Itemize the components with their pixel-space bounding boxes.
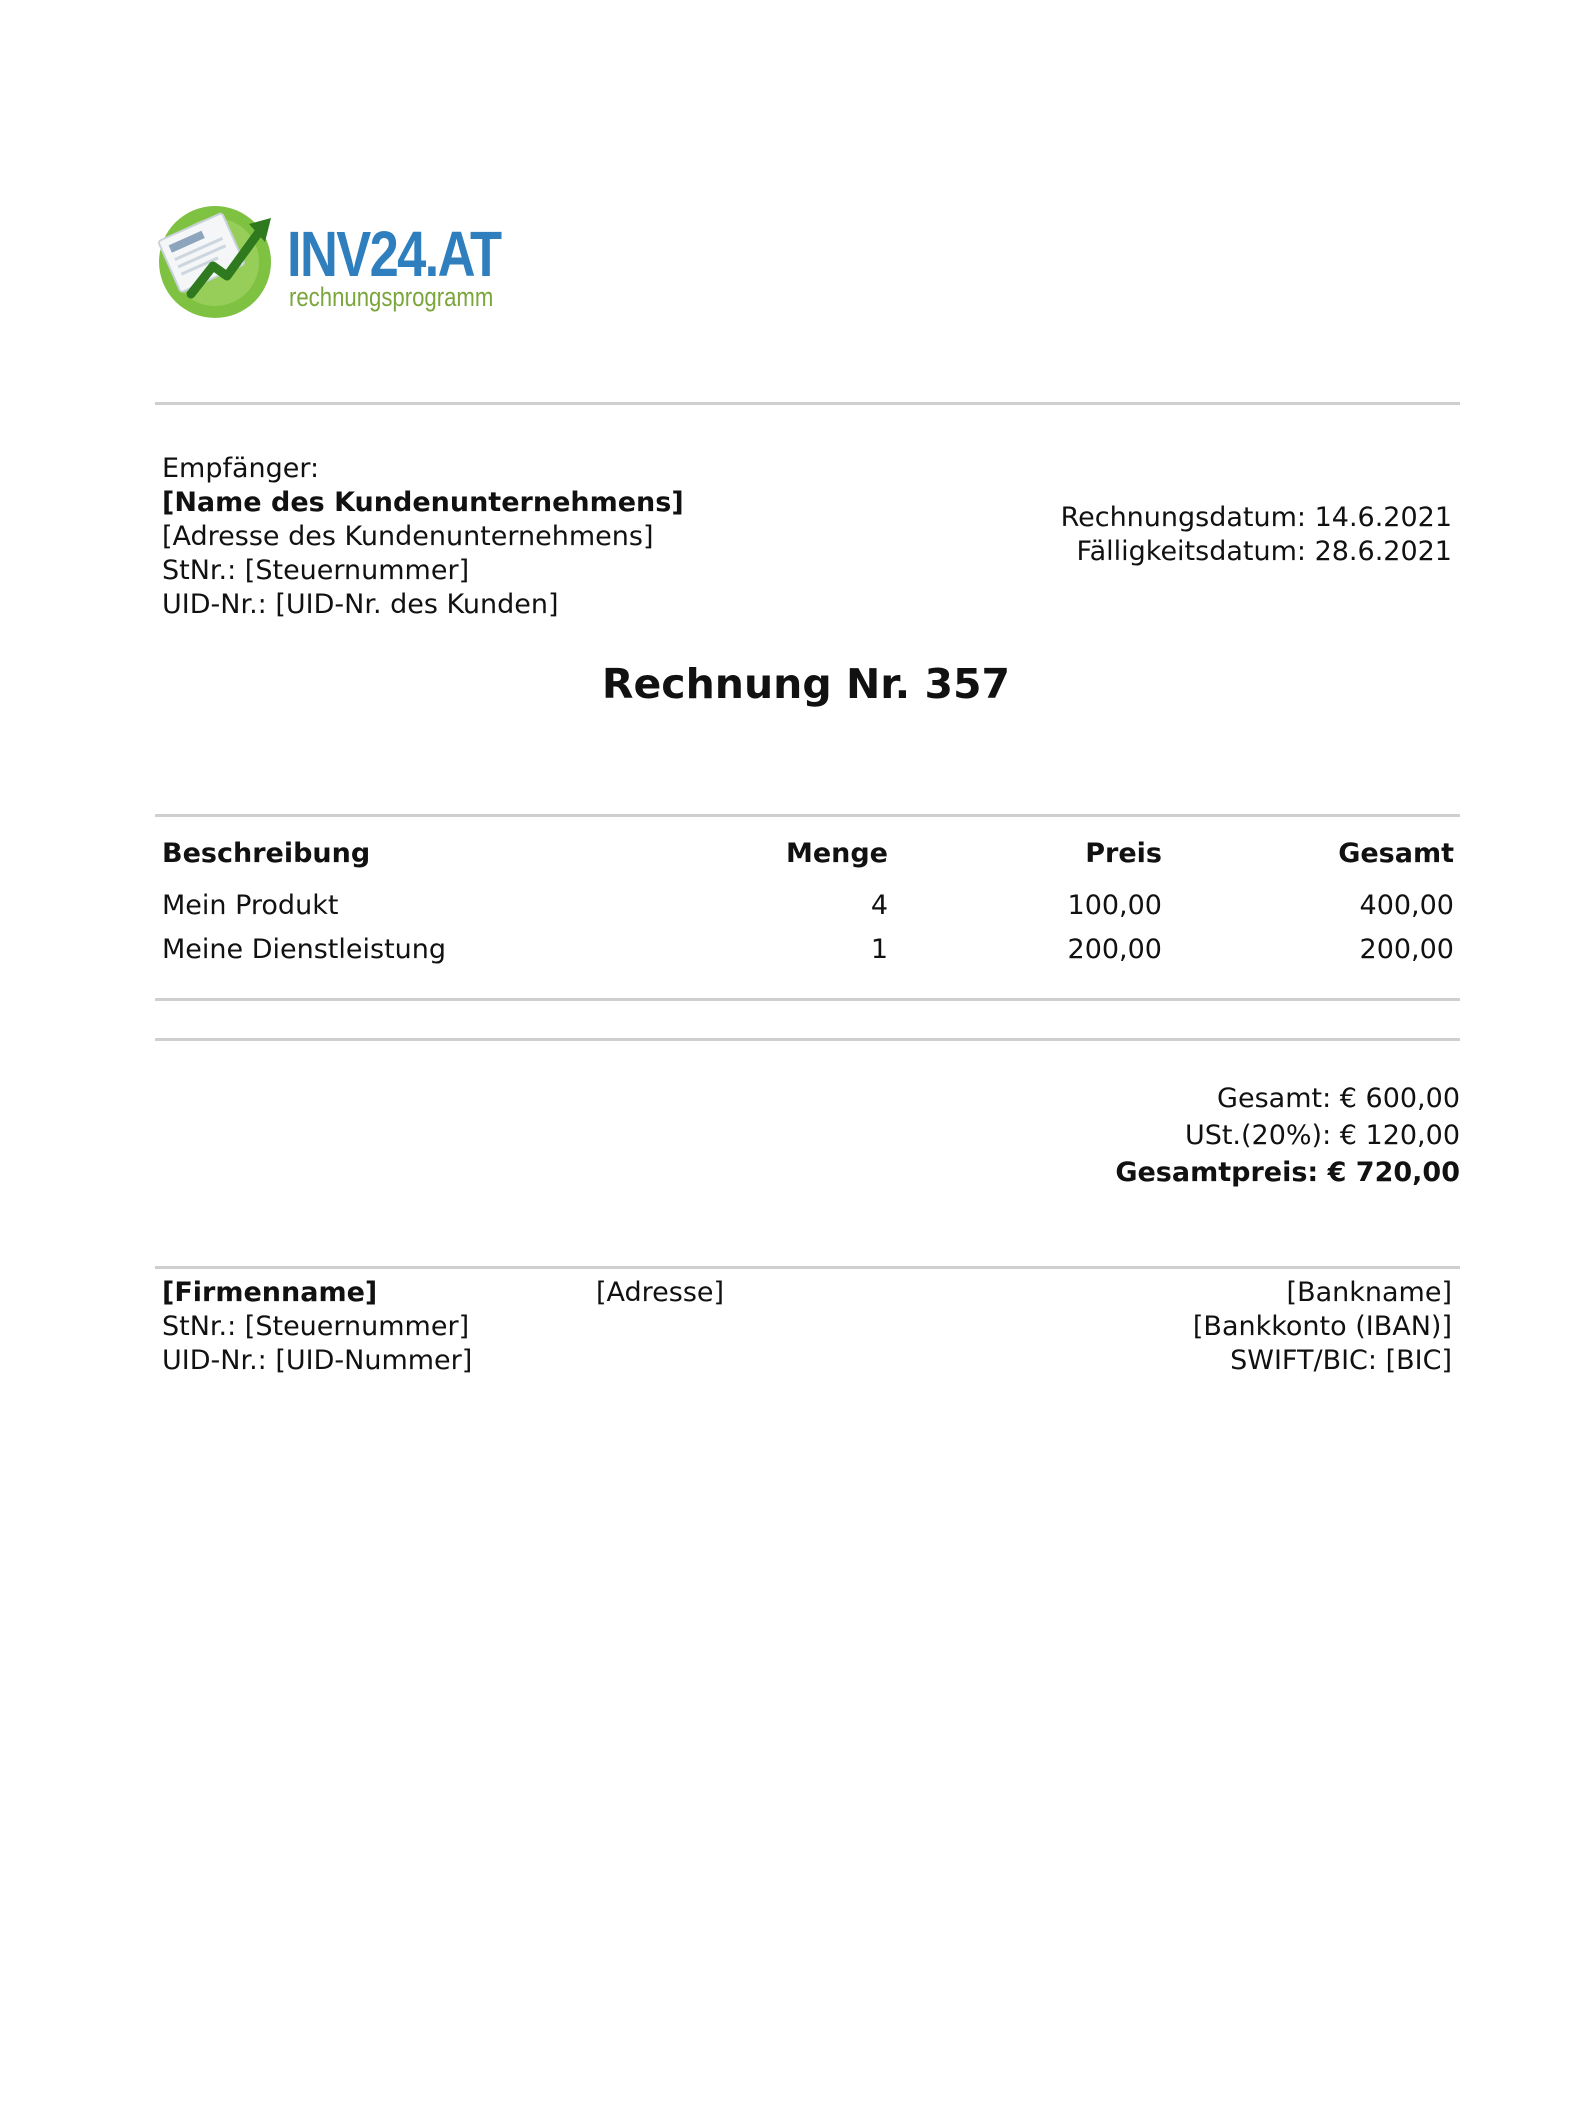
recipient-block (162, 452, 684, 622)
divider-totals (155, 1038, 1460, 1041)
footer-address: [Adresse] (596, 1277, 725, 1308)
row-description: Meine Dienstleistung (162, 934, 447, 965)
recipient-vat-id: UID-Nr.: [UID-Nr. des Kunden] (162, 589, 559, 620)
footer-tax-number: StNr.: [Steuernummer] (162, 1311, 470, 1342)
footer-company-block (162, 1276, 472, 1378)
invoice-date: Rechnungsdatum: 14.6.2021 (1060, 502, 1452, 533)
footer-company: [Firmenname] (162, 1277, 378, 1308)
totals-block (1115, 1080, 1460, 1191)
row-total: 200,00 (1359, 934, 1454, 965)
company-logo (155, 196, 505, 326)
footer-swift: SWIFT/BIC: [BIC] (1230, 1345, 1452, 1376)
header-quantity: Menge (785, 838, 888, 869)
recipient-address: [Adresse des Kundenunternehmens] (162, 521, 654, 552)
line-items-table (162, 838, 1454, 978)
vat-amount: USt.(20%): € 120,00 (1184, 1120, 1460, 1151)
table-header-row (162, 838, 1454, 890)
logo-wordmark: INV24.AT (287, 218, 501, 290)
table-row (162, 934, 1454, 978)
row-description: Mein Produkt (162, 890, 339, 921)
logo-emblem-icon (155, 196, 281, 322)
invoice-dates (1061, 501, 1452, 569)
footer-address-block (596, 1276, 724, 1310)
recipient-label: Empfänger: (162, 453, 320, 484)
divider-table-bottom (155, 998, 1460, 1001)
logo-tagline: rechnungsprogramm (289, 282, 494, 312)
row-total: 400,00 (1359, 890, 1454, 921)
footer-bank-account: [Bankkonto (IBAN)] (1192, 1311, 1452, 1342)
row-price: 200,00 (1067, 934, 1162, 965)
divider-top (155, 402, 1460, 405)
table-row (162, 890, 1454, 934)
header-description: Beschreibung (162, 838, 371, 869)
footer-bank-block (1193, 1276, 1452, 1378)
header-price: Preis (1085, 838, 1162, 869)
row-quantity: 4 (870, 890, 888, 921)
net-total: Gesamt: € 600,00 (1217, 1083, 1460, 1114)
divider-footer (155, 1266, 1460, 1269)
due-date: Fälligkeitsdatum: 28.6.2021 (1076, 536, 1452, 567)
row-quantity: 1 (870, 934, 888, 965)
recipient-tax-number: StNr.: [Steuernummer] (162, 555, 470, 586)
divider-table-top (155, 814, 1460, 817)
header-total: Gesamt (1338, 838, 1454, 869)
recipient-company: [Name des Kundenunternehmens] (162, 487, 684, 518)
row-price: 100,00 (1067, 890, 1162, 921)
gross-total: Gesamtpreis: € 720,00 (1115, 1157, 1460, 1188)
footer-bank-name: [Bankname] (1286, 1277, 1452, 1308)
footer-vat-id: UID-Nr.: [UID-Nummer] (162, 1345, 473, 1376)
invoice-title: Rechnung Nr. 357 (601, 660, 1011, 708)
